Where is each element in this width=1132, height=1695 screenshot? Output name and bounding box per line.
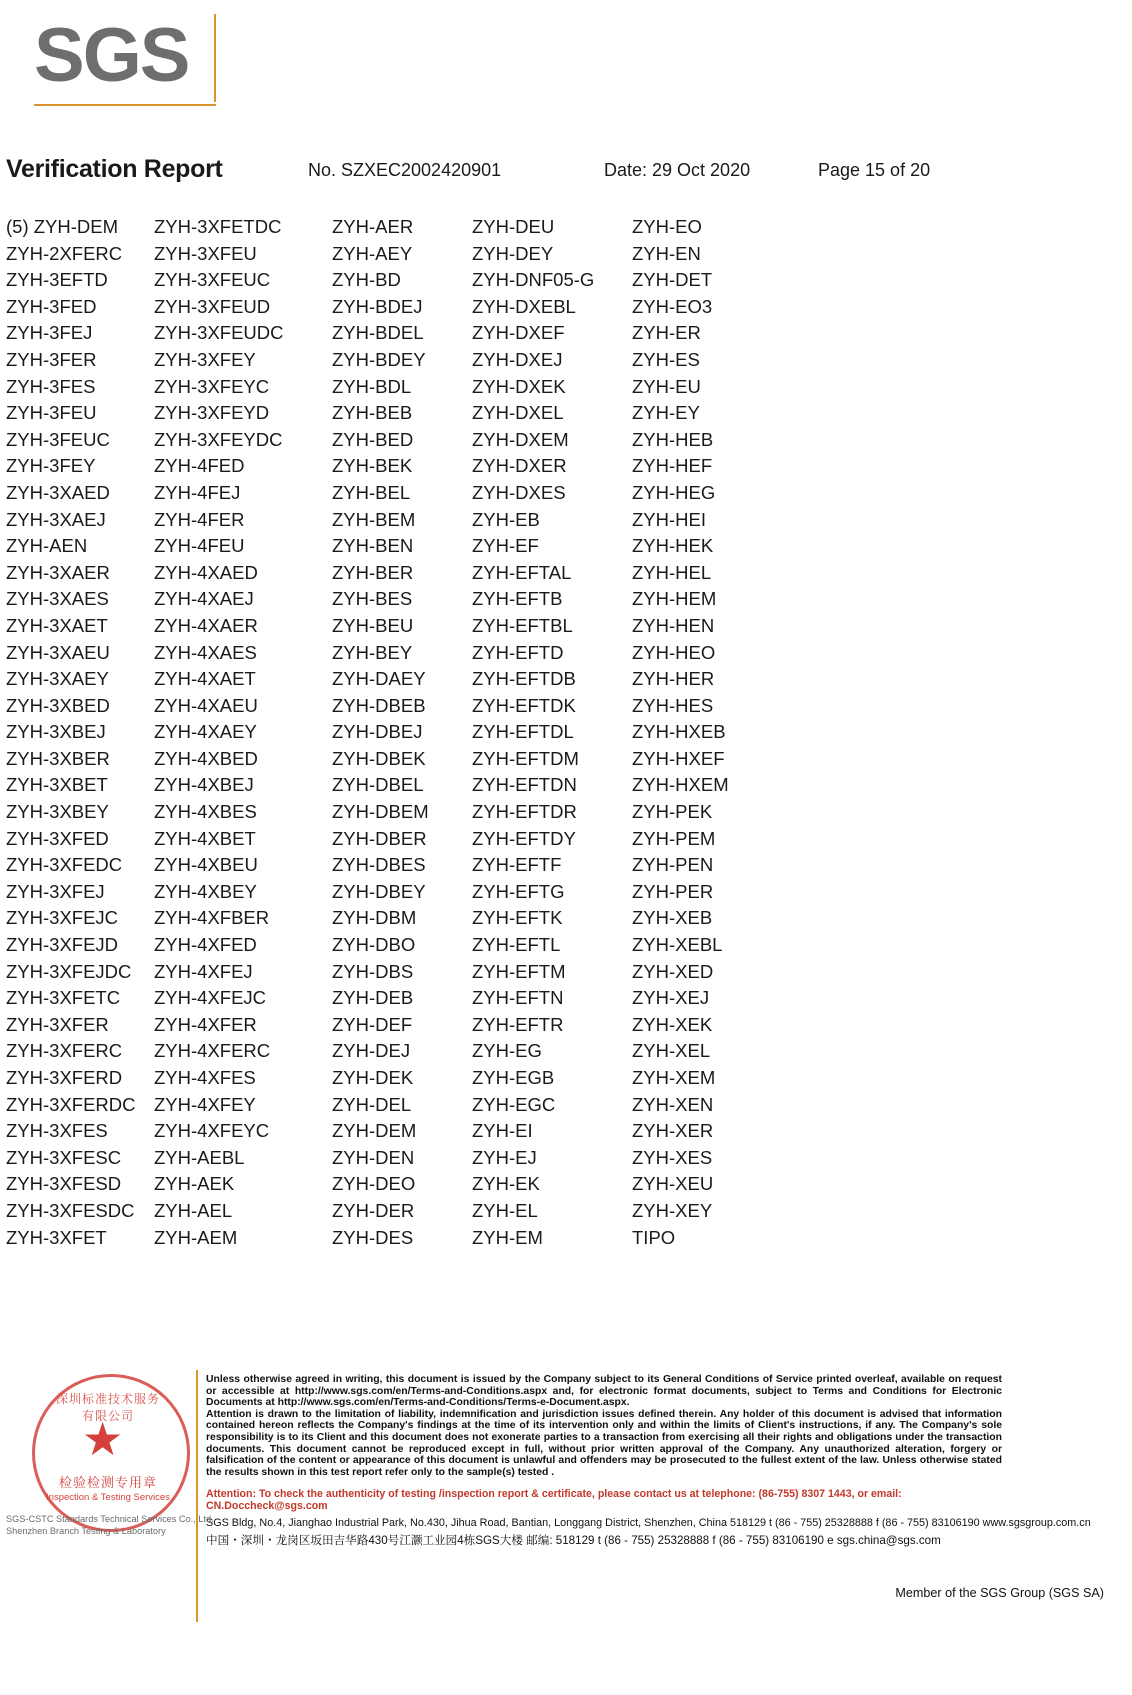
code-cell: ZYH-HEN — [632, 614, 715, 636]
code-row — [6, 427, 1006, 454]
model-code-list — [6, 214, 1006, 1251]
code-cell: ZYH-4XAED — [154, 561, 258, 583]
code-cell: ZYH-3XFEUC — [154, 269, 271, 291]
code-cell: ZYH-EFTN — [472, 987, 564, 1009]
code-row — [6, 932, 1006, 959]
code-cell: ZYH-DET — [632, 269, 713, 291]
code-cell: ZYH-DES — [332, 1226, 414, 1248]
code-row — [6, 693, 1006, 720]
code-cell: ZYH-3XBER — [6, 747, 110, 769]
code-cell: ZYH-3XBET — [6, 774, 108, 796]
code-row — [6, 374, 1006, 401]
code-row — [6, 1092, 1006, 1119]
code-row — [6, 879, 1006, 906]
code-cell: ZYH-EFTB — [472, 588, 563, 610]
code-cell: ZYH-DBEJ — [332, 721, 423, 743]
code-cell: ZYH-DAEY — [332, 668, 426, 690]
code-cell: ZYH-4XFEYC — [154, 1120, 270, 1142]
code-cell: ZYH-3FES — [6, 375, 96, 397]
code-cell: ZYH-4FED — [154, 455, 245, 477]
code-row — [6, 799, 1006, 826]
code-cell: ZYH-PEN — [632, 854, 714, 876]
code-cell: ZYH-DER — [332, 1199, 415, 1221]
code-cell: ZYH-HEF — [632, 455, 713, 477]
report-header — [0, 155, 1132, 189]
code-row — [6, 241, 1006, 268]
code-row — [6, 1145, 1006, 1172]
code-cell: ZYH-3XAEU — [6, 641, 110, 663]
code-cell: ZYH-3XFED — [6, 827, 109, 849]
code-cell: ZYH-4XFEY — [154, 1093, 256, 1115]
code-cell: ZYH-ER — [632, 322, 701, 344]
code-cell: ZYH-BER — [332, 561, 414, 583]
code-cell: ZYH-3XFEYD — [154, 402, 270, 424]
code-cell: ZYH-4XFES — [154, 1067, 256, 1088]
code-cell: ZYH-DEN — [332, 1146, 415, 1168]
code-cell: ZYH-PER — [632, 880, 714, 902]
code-cell: ZYH-PEK — [632, 801, 713, 823]
code-cell: ZYH-BDEJ — [332, 295, 423, 317]
code-cell: ZYH-DXEM — [472, 428, 569, 450]
code-cell: ZYH-DXEL — [472, 402, 564, 424]
code-row — [6, 586, 1006, 613]
code-cell: ZYH-DEF — [332, 1013, 413, 1035]
code-cell: ZYH-3XFEY — [154, 348, 256, 370]
code-cell: ZYH-AEBL — [154, 1146, 245, 1168]
code-cell: ZYH-3XFEUDC — [154, 322, 284, 344]
code-cell: ZYH-3XBEY — [6, 801, 109, 823]
code-row — [6, 294, 1006, 321]
code-cell: ZYH-BEB — [332, 402, 413, 424]
code-cell: ZYH-HES — [632, 694, 714, 716]
code-cell: ZYH-HER — [632, 668, 715, 690]
stamp-purpose-en: Inspection & Testing Services — [46, 1492, 170, 1503]
code-row — [6, 1198, 1006, 1225]
code-cell: ZYH-3XFET — [6, 1226, 107, 1248]
code-cell: ZYH-EFTDL — [472, 721, 574, 743]
code-cell: ZYH-3XFETC — [6, 987, 121, 1009]
footer-divider — [196, 1370, 198, 1622]
code-row — [6, 1225, 1006, 1252]
code-cell: ZYH-EFTDR — [472, 801, 577, 823]
code-cell: ZYH-DBEB — [332, 694, 426, 716]
code-cell: ZYH-EO — [632, 216, 702, 237]
code-cell: ZYH-HEL — [632, 561, 712, 583]
code-cell: ZYH-4FEU — [154, 535, 245, 557]
code-row — [6, 772, 1006, 799]
stamp-entity-line-2: Shenzhen Branch Testing & Laboratory — [6, 1526, 166, 1536]
code-cell: ZYH-AEL — [154, 1199, 233, 1221]
code-cell: ZYH-3EFTD — [6, 269, 108, 291]
code-cell: ZYH-EFTK — [472, 907, 563, 929]
code-cell: ZYH-4FEJ — [154, 481, 241, 503]
code-cell: ZYH-3XFEJDC — [6, 960, 132, 982]
code-cell: ZYH-AER — [332, 216, 414, 237]
footer-address-cn: 中国・深圳・龙岗区坂田吉华路430号江灏工业园4栋SGS大楼 邮编: 518129 t (86 - 755) 25328888 f (86 - 755) 83106190 e sgs.china@sgs.com — [206, 1534, 941, 1547]
code-cell: ZYH-4XAEJ — [154, 588, 254, 610]
code-cell: ZYH-3XAES — [6, 588, 109, 610]
code-cell: ZYH-XEJ — [632, 987, 710, 1009]
code-cell: ZYH-EY — [632, 402, 700, 424]
code-cell: ZYH-EFTAL — [472, 561, 572, 583]
code-cell: ZYH-HEM — [632, 588, 717, 610]
footer-attention-notice: Attention: To check the authenticity of testing /inspection report & certificate, please contact us at telephone: (86-755) 8307 1443, or email: CN.Doccheck@sgs.com — [206, 1488, 902, 1512]
code-row — [6, 214, 1006, 241]
code-cell: ZYH-XES — [632, 1146, 713, 1168]
code-cell: ZYH-3XAER — [6, 561, 110, 583]
code-cell: ZYH-4XFEJ — [154, 960, 253, 982]
official-stamp — [6, 1368, 214, 1540]
code-cell: ZYH-EFTDM — [472, 747, 579, 769]
code-cell: ZYH-EFTG — [472, 880, 565, 902]
code-cell: ZYH-4XFERC — [154, 1040, 271, 1062]
code-cell: ZYH-4FER — [154, 508, 245, 530]
code-cell: ZYH-3FER — [6, 348, 97, 370]
code-cell: ZYH-3XFERC — [6, 1040, 123, 1062]
code-cell: TIPO — [632, 1226, 676, 1248]
code-cell: ZYH-4XAER — [154, 614, 258, 636]
code-row — [6, 719, 1006, 746]
code-cell: ZYH-DBEM — [332, 801, 429, 823]
code-cell: ZYH-EM — [472, 1226, 543, 1248]
code-cell: ZYH-XEY — [632, 1199, 713, 1221]
code-cell: ZYH-DEY — [472, 242, 554, 264]
code-cell: ZYH-AEK — [154, 1173, 235, 1195]
code-row — [6, 1171, 1006, 1198]
code-cell: ZYH-BEK — [332, 455, 413, 477]
code-cell: ZYH-BDEY — [332, 348, 426, 370]
code-cell: ZYH-3XFEJ — [6, 880, 105, 902]
code-cell: ZYH-EF — [472, 535, 539, 557]
code-cell: ZYH-3XFESD — [6, 1173, 122, 1195]
code-cell: ZYH-XEU — [632, 1173, 714, 1195]
code-cell: ZYH-AEN — [6, 535, 88, 557]
code-cell: ZYH-3XFER — [6, 1013, 109, 1035]
code-cell: ZYH-4XAEY — [154, 721, 257, 743]
code-cell: ZYH-4XBET — [154, 827, 256, 849]
report-date: Date: 29 Oct 2020 — [604, 160, 751, 180]
code-cell: ZYH-EI — [472, 1120, 533, 1142]
code-cell: ZYH-DBER — [332, 827, 427, 849]
code-cell: ZYH-BEM — [332, 508, 416, 530]
code-cell: ZYH-HEG — [632, 481, 716, 503]
code-cell: ZYH-EGB — [472, 1067, 555, 1088]
code-row — [6, 959, 1006, 986]
code-cell: ZYH-DXEF — [472, 322, 565, 344]
code-cell: ZYH-DBS — [332, 960, 414, 982]
report-number: No. SZXEC2002420901 — [308, 160, 502, 180]
code-cell: ZYH-EN — [632, 242, 701, 264]
code-cell: ZYH-3XFEYC — [154, 375, 270, 397]
code-row — [6, 826, 1006, 853]
code-row — [6, 347, 1006, 374]
code-cell: ZYH-XEBL — [632, 934, 723, 956]
code-cell: ZYH-DEJ — [332, 1040, 411, 1062]
code-row — [6, 905, 1006, 932]
code-cell: ZYH-HXEM — [632, 774, 729, 796]
code-cell: ZYH-HEK — [632, 535, 714, 557]
code-cell: ZYH-HEB — [632, 428, 714, 450]
code-cell: ZYH-EFTF — [472, 854, 562, 876]
code-cell: ZYH-DXEK — [472, 375, 566, 397]
code-cell: ZYH-EU — [632, 375, 701, 397]
code-cell: ZYH-AEM — [154, 1226, 238, 1248]
code-cell: ZYH-4XFEJC — [154, 987, 267, 1009]
code-cell: ZYH-3FEY — [6, 455, 96, 477]
code-cell: ZYH-DXEBL — [472, 295, 576, 317]
code-cell: ZYH-XEK — [632, 1013, 713, 1035]
code-cell: ZYH-HXEB — [632, 721, 726, 743]
code-cell: ZYH-DBEL — [332, 774, 424, 796]
code-cell: ZYH-EFTBL — [472, 614, 573, 636]
page-number: Page 15 of 20 — [818, 160, 931, 180]
code-cell: ZYH-4XBEY — [154, 880, 257, 902]
code-cell: ZYH-PEM — [632, 827, 716, 849]
code-cell: ZYH-EFTR — [472, 1013, 564, 1035]
code-cell: ZYH-3XAET — [6, 614, 108, 636]
code-cell: ZYH-EFTDY — [472, 827, 576, 849]
code-cell: ZYH-EK — [472, 1173, 540, 1195]
code-cell: ZYH-XEN — [632, 1093, 714, 1115]
code-cell: ZYH-4XBED — [154, 747, 258, 769]
code-cell: ZYH-AEY — [332, 242, 413, 264]
code-cell: ZYH-HEI — [632, 508, 706, 530]
page-title: Verification Report — [6, 155, 223, 183]
code-cell: ZYH-DEK — [332, 1067, 414, 1088]
code-cell: ZYH-3XFEYDC — [154, 428, 283, 450]
code-cell: ZYH-EFTD — [472, 641, 564, 663]
code-cell: ZYH-XED — [632, 960, 714, 982]
code-cell: ZYH-DXER — [472, 455, 567, 477]
code-cell: ZYH-BDEL — [332, 322, 424, 344]
code-cell: ZYH-EG — [472, 1040, 542, 1062]
code-cell: ZYH-4XBEU — [154, 854, 258, 876]
code-cell: ZYH-DBEY — [332, 880, 426, 902]
code-cell: ZYH-DNF05-G — [472, 269, 595, 291]
code-cell: ZYH-4XBEJ — [154, 774, 254, 796]
code-cell: ZYH-EO3 — [632, 295, 713, 317]
code-row — [6, 533, 1006, 560]
code-cell: ZYH-XER — [632, 1120, 714, 1142]
code-cell: ZYH-3XFERD — [6, 1067, 123, 1088]
code-cell: ZYH-ES — [632, 348, 700, 370]
code-cell: ZYH-3XFEDC — [6, 854, 123, 876]
code-cell: ZYH-BES — [332, 588, 413, 610]
code-cell: ZYH-BEY — [332, 641, 413, 663]
code-cell: ZYH-XEB — [632, 907, 713, 929]
code-cell: ZYH-3FED — [6, 295, 97, 317]
code-row — [6, 320, 1006, 347]
code-row — [6, 1118, 1006, 1145]
code-cell: ZYH-DBEK — [332, 747, 426, 769]
code-cell: ZYH-DBO — [332, 934, 416, 956]
code-cell: ZYH-3XFEJD — [6, 934, 119, 956]
code-cell: ZYH-DEU — [472, 216, 555, 237]
code-row — [6, 400, 1006, 427]
code-cell: ZYH-4XBES — [154, 801, 257, 823]
code-cell: ZYH-EFTDB — [472, 668, 576, 690]
code-cell: ZYH-HEO — [632, 641, 716, 663]
code-cell: ZYH-4XFED — [154, 934, 257, 956]
code-cell: ZYH-DEL — [332, 1093, 412, 1115]
code-row — [6, 613, 1006, 640]
stamp-purpose-cn: 检验检测专用章 — [58, 1475, 157, 1490]
code-row — [6, 746, 1006, 773]
code-cell: ZYH-2XFERC — [6, 242, 123, 264]
code-row — [6, 1038, 1006, 1065]
code-row — [6, 852, 1006, 879]
code-cell: ZYH-3XFEUD — [154, 295, 271, 317]
code-cell: ZYH-4XFBER — [154, 907, 270, 929]
code-row — [6, 985, 1006, 1012]
code-cell: ZYH-EFTDK — [472, 694, 576, 716]
code-cell: ZYH-DXEJ — [472, 348, 563, 370]
footer-address-en: SGS Bldg, No.4, Jianghao Industrial Park, No.430, Jihua Road, Bantian, Longgang District, Shenzhen, China 518129 t (86 - 755) 25328888 f (86 - 755) 83106190 www.sgsgroup.com.cn — [206, 1517, 1091, 1529]
code-cell: ZYH-3XFESC — [6, 1146, 122, 1168]
code-cell: ZYH-DBES — [332, 854, 426, 876]
footer-member-line: Member of the SGS Group (SGS SA) — [895, 1586, 1104, 1600]
code-cell: ZYH-3XAED — [6, 481, 110, 503]
code-cell: ZYH-HXEF — [632, 747, 725, 769]
code-cell: ZYH-3FEUC — [6, 428, 110, 450]
code-cell: ZYH-DEM — [332, 1120, 417, 1142]
code-cell: ZYH-3XFEJC — [6, 907, 119, 929]
logo-divider-horizontal — [34, 104, 216, 106]
code-cell: ZYH-3XAEJ — [6, 508, 106, 530]
code-cell: ZYH-BED — [332, 428, 414, 450]
code-cell: ZYH-EFTM — [472, 960, 566, 982]
code-cell: ZYH-4XAET — [154, 668, 256, 690]
code-cell: ZYH-BD — [332, 269, 401, 291]
code-cell: ZYH-BEN — [332, 535, 414, 557]
code-cell: ZYH-BEU — [332, 614, 414, 636]
code-row — [6, 267, 1006, 294]
code-row — [6, 480, 1006, 507]
code-cell: ZYH-XEL — [632, 1040, 711, 1062]
code-row — [6, 560, 1006, 587]
footer-terms-paragraph-2: Attention is drawn to the limitation of liability, indemnification and jurisdiction issues defined therein. Any holder of this document is advised that information contained hereon reflects the Company's findings at the time of its intervention only and within the limits of Client's instructions, if any. The Company's sole responsibility is to its Client and this document does not exonerate parties to a transaction from exercising all their rights and obligations under the transaction documents. This document cannot be reproduced except in full, without prior written approval of the Company. Any unauthorized alteration, forgery or falsification of the content or appearance of this document is unlawful and offenders may be prosecuted to the fullest extent of the law. Unless otherwise stated the results shown in this test report refer only to the sample(s) tested . — [206, 1408, 1002, 1478]
code-cell: ZYH-3XAEY — [6, 668, 109, 690]
code-cell: ZYH-EFTL — [472, 934, 561, 956]
code-cell: ZYH-XEM — [632, 1067, 716, 1088]
stamp-company-cn: 深圳标准技术服务有限公司 — [55, 1392, 160, 1423]
code-cell: ZYH-4XAEU — [154, 694, 258, 716]
code-cell: ZYH-EL — [472, 1199, 538, 1221]
code-row — [6, 453, 1006, 480]
code-cell: ZYH-DBM — [332, 907, 417, 929]
code-row — [6, 666, 1006, 693]
code-cell: ZYH-3FEJ — [6, 322, 93, 344]
code-cell: (5) ZYH-DEM — [6, 216, 119, 237]
code-row — [6, 1065, 1006, 1092]
stamp-entity-line-1: SGS-CSTC Standards Technical Services Co., Ltd. — [6, 1514, 214, 1524]
code-cell: ZYH-EFTDN — [472, 774, 577, 796]
logo-divider-vertical — [214, 14, 216, 102]
code-cell: ZYH-EB — [472, 508, 540, 530]
code-row — [6, 1012, 1006, 1039]
code-cell: ZYH-BEL — [332, 481, 411, 503]
code-cell: ZYH-DEO — [332, 1173, 416, 1195]
code-cell: ZYH-3XFESDC — [6, 1199, 135, 1221]
code-cell: ZYH-EJ — [472, 1146, 537, 1168]
code-row — [6, 507, 1006, 534]
code-cell: ZYH-3XFERDC — [6, 1093, 136, 1115]
code-cell: ZYH-3FEU — [6, 402, 97, 424]
code-cell: ZYH-3XBEJ — [6, 721, 106, 743]
footer-terms-paragraph-1: Unless otherwise agreed in writing, this document is issued by the Company subject to its General Conditions of Service printed overleaf, available on request or accessible at http://www.sgs.com/en/Terms-and-Conditions.aspx and, for electronic format documents, subject to Terms and Conditions for Electronic Documents at http://www.sgs.com/en/Terms-and-Conditions/Terms-e-Document.aspx. — [206, 1374, 1002, 1409]
code-cell: ZYH-3XFES — [6, 1120, 108, 1142]
footer-terms — [206, 1374, 1002, 1478]
code-cell: ZYH-4XFER — [154, 1013, 257, 1035]
code-cell: ZYH-BDL — [332, 375, 412, 397]
sgs-logo: SGS — [34, 13, 189, 98]
code-cell: ZYH-3XBED — [6, 694, 110, 716]
code-cell: ZYH-DEB — [332, 987, 414, 1009]
code-cell: ZYH-EGC — [472, 1093, 556, 1115]
code-cell: ZYH-3XFEU — [154, 242, 257, 264]
code-cell: ZYH-DXES — [472, 481, 566, 503]
code-cell: ZYH-4XAES — [154, 641, 257, 663]
code-row — [6, 640, 1006, 667]
code-cell: ZYH-3XFETDC — [154, 216, 282, 237]
